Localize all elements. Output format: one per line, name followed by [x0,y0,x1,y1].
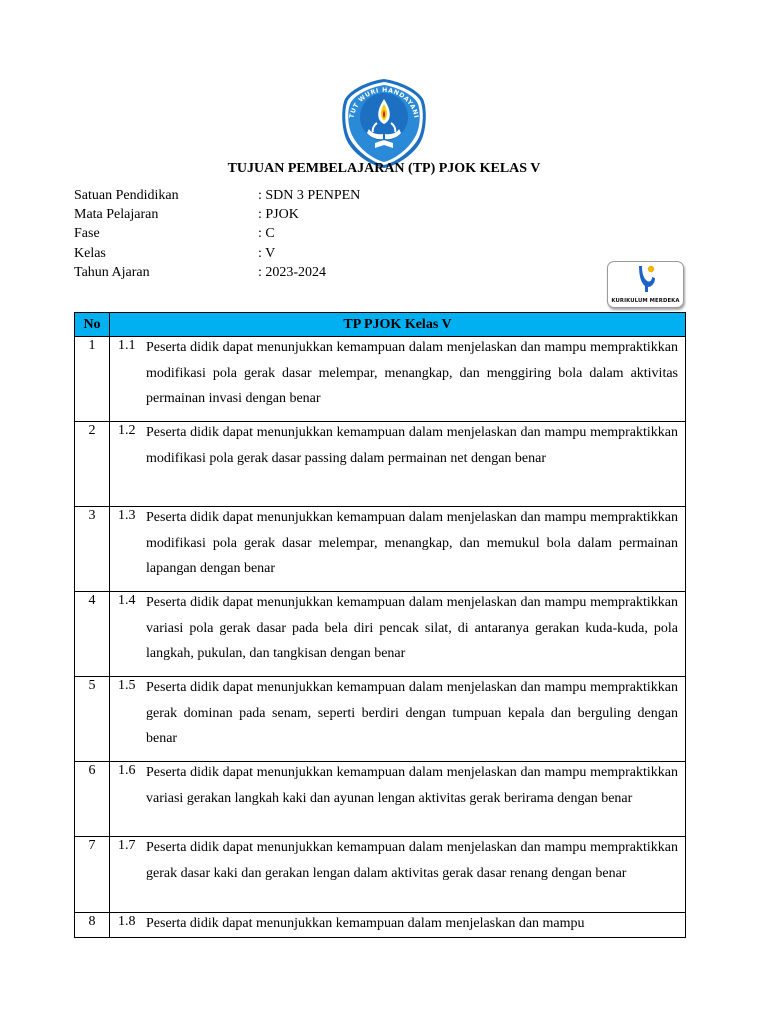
header-no: No [75,313,110,337]
table-row [75,337,686,422]
tp-code: 1.8 [118,914,136,929]
meta-value: : C [258,226,275,242]
tp-description: Peserta didik dapat menunjukkan kemampuan dalam menjelaskan dan mampu mempraktikkan gerak dasar kaki dan gerakan lengan dalam aktivitas gerak dasar renang dengan benar [146,840,678,881]
meta-value: : PJOK [258,207,299,223]
tp-code: 1.4 [118,593,136,608]
row-number: 2 [75,422,110,507]
tp-code: 1.6 [118,763,136,778]
tp-cell [110,913,686,938]
kurikulum-merdeka-icon [637,264,657,294]
tp-description: Peserta didik dapat menunjukkan kemampuan dalam menjelaskan dan mampu mempraktikkan gerak dominan pada senam, seperti berdiri dengan tumpuan kepala dan berguling dengan benar [146,680,678,746]
row-number: 1 [75,337,110,422]
meta-row-mata-pelajaran [74,205,474,224]
row-number: 6 [75,762,110,837]
table-row [75,762,686,837]
meta-row-tahun-ajaran [74,263,474,282]
row-number: 3 [75,507,110,592]
row-number: 5 [75,677,110,762]
meta-value: : 2023-2024 [258,264,327,280]
meta-row-satuan-pendidikan [74,186,474,205]
tut-wuri-handayani-logo [339,77,429,169]
meta-row-fase [74,224,474,243]
meta-value: : SDN 3 PENPEN [258,188,361,203]
table-row [75,913,686,938]
table-row [75,422,686,507]
meta-label: Kelas [74,245,106,261]
tp-cell [110,592,686,677]
row-number: 8 [75,913,110,938]
tp-cell [110,762,686,837]
kurikulum-merdeka-logo [607,261,684,308]
tp-code: 1.5 [118,678,136,693]
tp-description: Peserta didik dapat menunjukkan kemampuan dalam menjelaskan dan mampu mempraktikkan modifikasi pola gerak dasar melempar, menangkap, dan menggiring bola dalam aktivitas permainan invasi dengan benar [146,340,678,406]
tp-code: 1.1 [118,338,136,353]
tp-description: Peserta didik dapat menunjukkan kemampuan dalam menjelaskan dan mampu [146,916,585,931]
tp-code: 1.2 [118,423,136,438]
header-tp: TP PJOK Kelas V [110,313,686,337]
meta-label: Fase [74,226,100,242]
table-row [75,592,686,677]
tp-description: Peserta didik dapat menunjukkan kemampuan dalam menjelaskan dan mampu mempraktikkan modifikasi pola gerak dasar passing dalam permainan net dengan benar [146,425,678,466]
table-row [75,507,686,592]
tp-description: Peserta didik dapat menunjukkan kemampuan dalam menjelaskan dan mampu mempraktikkan modifikasi pola gerak dasar melempar, menangkap, dan memukul bola dalam permainan lapangan dengan benar [146,510,678,576]
table-row [75,677,686,762]
meta-value: : V [258,245,276,261]
tp-description: Peserta didik dapat menunjukkan kemampuan dalam menjelaskan dan mampu mempraktikkan variasi gerakan langkah kaki dan ayunan lengan aktivitas gerak berirama dengan benar [146,765,678,806]
row-number: 4 [75,592,110,677]
identity-info [74,186,474,282]
tp-cell [110,677,686,762]
tp-cell [110,837,686,913]
table-row [75,837,686,913]
tp-code: 1.3 [118,508,136,523]
page-title: TUJUAN PEMBELAJARAN (TP) PJOK KELAS V [227,161,541,176]
meta-label: Satuan Pendidikan [74,188,179,203]
tp-code: 1.7 [118,838,136,853]
tp-cell [110,337,686,422]
tp-description: Peserta didik dapat menunjukkan kemampuan dalam menjelaskan dan mampu mempraktikkan variasi pola gerak dasar pada bela diri pencak silat, di antaranya gerakan kuda-kuda, pola langkah, pukulan, dan tangkisan dengan benar [146,595,678,661]
meta-label: Mata Pelajaran [74,207,159,223]
svg-text:TUT WURI HANDAYANI: TUT WURI HANDAYANI [348,86,420,119]
table-header-row [75,313,686,337]
meta-label: Tahun Ajaran [74,264,150,280]
row-number: 7 [75,837,110,913]
meta-row-kelas [74,244,474,263]
kurikulum-merdeka-label: KURIKULUM MERDEKA [611,298,680,304]
tp-table [74,312,686,938]
tp-cell [110,507,686,592]
tp-cell [110,422,686,507]
